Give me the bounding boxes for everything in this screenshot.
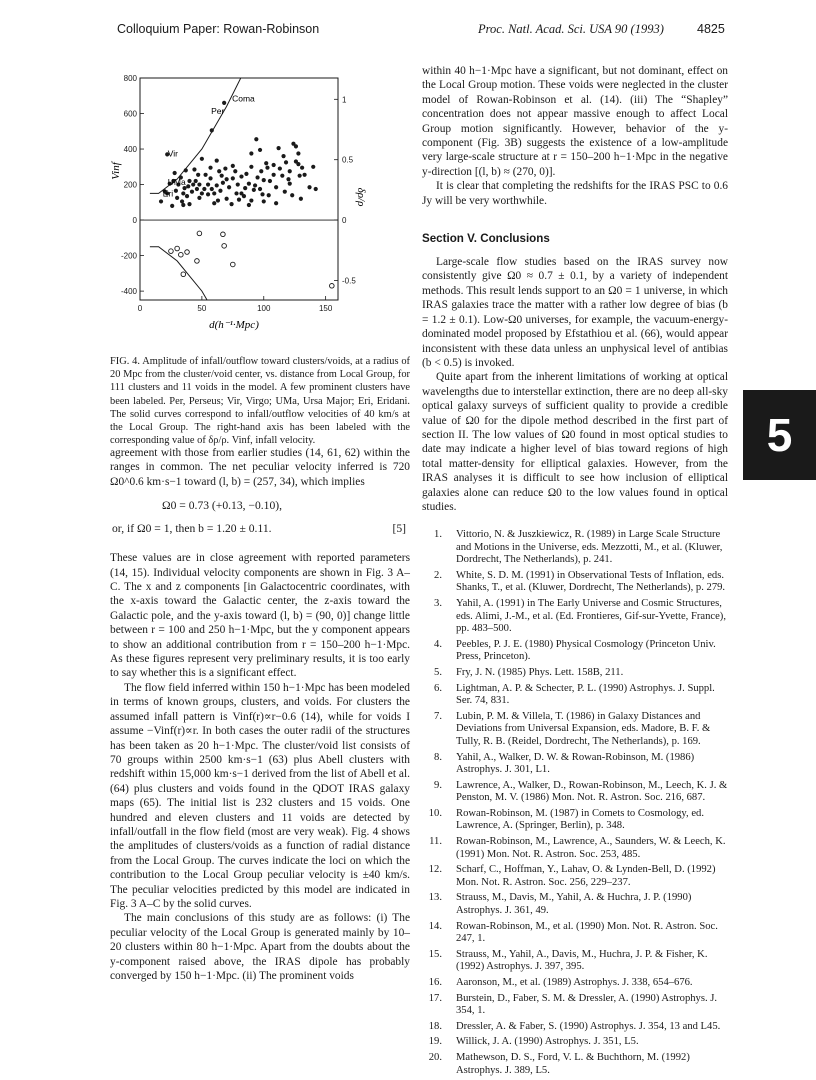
- y-tick-label: 400: [123, 145, 137, 155]
- cluster-point: [234, 191, 238, 195]
- cluster-annotation: Eri: [162, 188, 174, 199]
- cluster-point: [237, 198, 241, 202]
- page-number: 4825: [697, 22, 725, 36]
- cluster-point: [274, 201, 278, 205]
- cluster-point: [278, 166, 282, 170]
- cluster-point: [267, 193, 271, 197]
- right-column-text: [422, 64, 728, 514]
- equation-bias: or, if Ω0 = 1, then b = 1.20 ± 0.11.: [112, 522, 272, 536]
- cluster-point: [229, 202, 233, 206]
- cluster-point: [311, 165, 315, 169]
- void-point: [222, 244, 227, 249]
- cluster-point: [217, 169, 221, 173]
- cluster-point: [274, 185, 278, 189]
- cluster-point: [185, 194, 189, 198]
- y-tick-label: 800: [123, 74, 137, 83]
- y-tick-label: 200: [123, 180, 137, 190]
- reference-number: 2.: [434, 569, 442, 581]
- figure-caption-text: FIG. 4. Amplitude of infall/outflow toward clusters/voids, at a radius of 20 Mpc from the cluster/void center, vs. distance from Local Group, for 111 clusters and 11 voids in the model. A few prominent clusters have been labeled. Per, Perseus; Vir, Virgo; UMa, Ursa Major; Eri, Eridani. The solid curves correspond to infall/outflow velocities of 40 km/s at the Local Group. The right-hand axis has been labeled with the corresponding value of δρ/ρ. Vinf, infall velocity.: [110, 356, 410, 447]
- reference-text: Strauss, M., Davis, M., Yahil, A. & Huchra, J. P. (1990) Astrophys. J. 361, 49.: [456, 892, 692, 917]
- reference-number: 19.: [428, 1036, 442, 1048]
- cluster-point: [249, 198, 253, 202]
- void-point: [175, 246, 180, 251]
- reference-text: Aaronson, M., et al. (1989) Astrophys. J. 338, 654–676.: [456, 977, 693, 988]
- cluster-point: [280, 174, 284, 178]
- reference-item: [422, 683, 728, 708]
- reference-text: Scharf, C., Hoffman, Y., Lahav, O. & Lynden-Bell, D. (1992) Mon. Not. R. Astron. Soc. 256, 229–237.: [456, 864, 716, 888]
- cluster-point: [286, 177, 290, 181]
- cluster-point: [170, 204, 174, 208]
- cluster-point: [231, 164, 235, 168]
- reference-item: [422, 529, 728, 567]
- reference-text: Rowan-Robinson, M. (1987) in Comets to Cosmology, ed. Lawrence, A. (Springer, Berlin), p. 348.: [456, 807, 704, 832]
- cluster-point: [254, 137, 258, 141]
- reference-text: Yahil, A., Walker, D. W. & Rowan-Robinson, M. (1986) Astrophys. J. 301, L1.: [456, 751, 695, 776]
- paragraph-redshifts: It is clear that completing the redshifts for the IRAS PSC to 0.6 Jy will be very worthwhile.: [422, 180, 728, 207]
- cluster-point: [247, 203, 251, 207]
- cluster-point: [294, 159, 298, 163]
- cluster-point: [288, 169, 292, 173]
- reference-text: Yahil, A. (1991) in The Early Universe and Cosmic Structures, eds. Alimi, J.-M., et al. (Ed. Frontieres, Gif-sur-Yvette, France), pp. 483–500.: [456, 597, 726, 635]
- reference-number: 3.: [434, 597, 442, 609]
- cluster-point: [294, 144, 298, 148]
- x-tick-label: 150: [318, 304, 333, 313]
- void-point: [231, 262, 236, 267]
- cluster-annotation: Vir: [167, 148, 178, 159]
- cluster-point: [197, 196, 201, 200]
- reference-number: 8.: [434, 751, 442, 763]
- cluster-point: [175, 196, 179, 200]
- cluster-point: [181, 203, 185, 207]
- section-tab-marker: 5: [743, 390, 816, 480]
- cluster-point: [268, 179, 272, 183]
- cluster-point: [281, 154, 285, 158]
- reference-text: Rowan-Robinson, M., Lawrence, A., Saunders, W. & Leech, K. (1991) Mon. Not. R. Astron. Soc. 253, 485.: [456, 836, 726, 860]
- reference-item: [422, 639, 728, 664]
- section-heading-conclusions: Section V. Conclusions: [422, 232, 550, 246]
- cluster-annotation: Per: [211, 106, 225, 117]
- right-tick-label: 0.5: [342, 155, 354, 165]
- reference-item: [422, 892, 728, 917]
- reference-text: Peebles, P. J. E. (1980) Physical Cosmology (Princeton Univ. Press, Princeton).: [456, 638, 716, 663]
- figure-4-scatter-plot: [110, 62, 410, 350]
- right-tick-label: -0.5: [342, 276, 356, 286]
- y-tick-label: -200: [120, 251, 137, 261]
- reference-number: 1.: [434, 529, 442, 540]
- cluster-point: [296, 151, 300, 155]
- cluster-point: [243, 186, 247, 190]
- right-tick-label: 0: [342, 216, 347, 226]
- cluster-point: [252, 188, 256, 192]
- cluster-point: [200, 157, 204, 161]
- left-column-text: [110, 446, 410, 983]
- reference-item: [422, 570, 728, 595]
- reference-item: [422, 993, 728, 1018]
- running-header-left: Colloquium Paper: Rowan-Robinson: [117, 22, 320, 36]
- cluster-point: [300, 166, 304, 170]
- cluster-point: [212, 191, 216, 195]
- cluster-point: [210, 187, 214, 191]
- x-tick-label: 100: [257, 304, 271, 313]
- cluster-point: [192, 167, 196, 171]
- void-point: [181, 272, 186, 277]
- reference-text: Lightman, A. P. & Schecter, P. L. (1990) Astrophys. J. Suppl. Ser. 74, 831.: [456, 682, 715, 707]
- cluster-point: [302, 173, 306, 177]
- reference-text: Mathewson, D. S., Ford, V. L. & Buchthorn, M. (1992) Astrophys. J. 389, L5.: [456, 1051, 690, 1076]
- running-header-journal: Proc. Natl. Acad. Sci. USA 90 (1993): [478, 22, 664, 36]
- cluster-point: [260, 192, 264, 196]
- cluster-point: [216, 198, 220, 202]
- right-axis-label: δρ/ρ: [355, 187, 367, 207]
- cluster-point: [196, 173, 200, 177]
- paragraph-agreement: agreement with those from earlier studies (14, 61, 62) within the ranges in common. The net peculiar velocity inferred is 720 Ω0^0.6 km·s−1 toward (l, b) = (257, 34), which implies: [110, 447, 410, 488]
- reference-text: Fry, J. N. (1985) Phys. Lett. 158B, 211.: [456, 666, 624, 678]
- paragraph-optical: Quite apart from the inherent limitations of working at optical wavelengths due to interstellar extinction, there are no deep all-sky optical galaxy surveys of sufficient quality to provide a credible value of Ω0 for the dipole method described in the first part of section II. The low values of Ω0 found in most optical studies to date may indicate a higher level of bias toward regions of high total matter-density for elliptical galaxies. However, from the IRAS analyses it is difficult to see how inclusion of elliptical galaxies alone can reduce Ω0 to the low values found in optical studies.: [422, 371, 728, 513]
- cluster-point: [299, 197, 303, 201]
- y-tick-label: 600: [123, 109, 137, 119]
- reference-number: 13.: [428, 892, 442, 904]
- void-point: [169, 249, 174, 254]
- cluster-point: [288, 182, 292, 186]
- cluster-point: [187, 179, 191, 183]
- void-point: [179, 252, 184, 257]
- cluster-point: [212, 201, 216, 205]
- cluster-point: [208, 176, 212, 180]
- reference-text: Lubin, P. M. & Villela, T. (1986) in Galaxy Distances and Deviations from Universal Expansion, eds. Madore, B. F. & Tully, R. B. (Reidel, Dordrecht, The Netherlands), p. 169.: [456, 710, 711, 747]
- reference-number: 18.: [428, 1020, 442, 1032]
- paragraph-parameters: These values are in close agreement with reported parameters (14, 15). Individual velocity components are shown in Fig. 3 A–C. The x and z components [in Galactocentric coordinates, with the x-axis toward the Galactic center, the z-axis toward the Galactic pole, and the y-axis toward (l, b) = (90, 0)] change little between r = 100 and 250 h−1·Mpc, but the y component appears to show an additional contribution from r = 150–200 h−1·Mpc. As these figures represent very preliminary results, it is too early to say whether this is a significant effect.: [110, 552, 410, 680]
- reference-text: Willick, J. A. (1990) Astrophys. J. 351, L5.: [456, 1036, 639, 1048]
- reference-text: Lawrence, A., Walker, D., Rowan-Robinson, M., Leech, K. J. & Penston, M. V. (1986) Mon. Not. R. Astron. Soc. 216, 687.: [456, 779, 728, 804]
- reference-item: [422, 836, 728, 861]
- reference-text: Dressler, A. & Faber, S. (1990) Astrophys. J. 354, 13 and L45.: [456, 1020, 721, 1032]
- cluster-point: [242, 194, 246, 198]
- reference-number: 14.: [428, 920, 442, 932]
- cluster-point: [220, 174, 224, 178]
- equation-omega: Ω0 = 0.73 (+0.13, −0.10),: [162, 499, 283, 513]
- void-point: [185, 250, 190, 255]
- cluster-point: [258, 148, 262, 152]
- reference-text: Rowan-Robinson, M., et al. (1990) Mon. Not. R. Astron. Soc. 247, 1.: [456, 920, 718, 945]
- cluster-point: [231, 176, 235, 180]
- void-point: [330, 283, 335, 288]
- reference-number: 20.: [428, 1051, 442, 1063]
- cluster-point: [227, 185, 231, 189]
- cluster-point: [258, 187, 262, 191]
- cluster-point: [264, 161, 268, 165]
- reference-number: 9.: [434, 779, 442, 791]
- cluster-point: [314, 187, 318, 191]
- cluster-point: [225, 197, 229, 201]
- cluster-point: [223, 166, 227, 170]
- cluster-point: [272, 163, 276, 167]
- reference-item: [422, 864, 728, 889]
- cluster-point: [190, 190, 194, 194]
- cluster-point: [307, 185, 311, 189]
- reference-text: Burstein, D., Faber, S. M. & Dressler, A. (1990) Astrophys. J. 354, 1.: [456, 992, 718, 1017]
- reference-number: 16.: [428, 977, 442, 988]
- reference-text: White, S. D. M. (1991) in Observational Tests of Inflation, eds. Shanks, T., et al. (Kluwer, Dordrecht, The Netherlands), p. 279.: [456, 569, 726, 594]
- y-tick-label: 0: [132, 216, 137, 226]
- reference-item: [422, 1021, 728, 1034]
- reference-text: Vittorio, N. & Juszkiewicz, R. (1989) in Large Scale Structure and Motions in the Universe, eds. Mezzotti, M., et al. (Kluwer, Dordrecht, The Netherlands), p. 241.: [456, 529, 723, 566]
- cluster-point: [283, 190, 287, 194]
- cluster-point: [277, 146, 281, 150]
- cluster-point: [208, 166, 212, 170]
- cluster-point: [173, 171, 177, 175]
- cluster-point: [218, 189, 222, 193]
- cluster-point: [215, 183, 219, 187]
- equation-number: [5]: [392, 522, 406, 536]
- cluster-point: [221, 181, 225, 185]
- cluster-point: [265, 166, 269, 170]
- reference-item: [422, 598, 728, 636]
- cluster-point: [253, 183, 257, 187]
- cluster-annotation: UMa: [167, 177, 186, 188]
- cluster-point: [184, 168, 188, 172]
- cluster-point: [225, 177, 229, 181]
- cluster-point: [236, 182, 240, 186]
- cluster-point: [195, 187, 199, 191]
- figure-caption: [110, 355, 410, 447]
- reference-number: 17.: [428, 992, 442, 1004]
- reference-item: [422, 1052, 728, 1077]
- reference-item: [422, 752, 728, 777]
- cluster-point: [174, 189, 178, 193]
- cluster-point: [210, 128, 214, 132]
- cluster-point: [200, 191, 204, 195]
- void-point: [197, 231, 202, 236]
- cluster-annotation: Coma: [232, 93, 255, 104]
- cluster-point: [191, 182, 195, 186]
- x-tick-label: 0: [137, 304, 143, 313]
- void-point: [221, 232, 226, 237]
- paragraph-flow-field: The flow field inferred within 150 h−1·Mpc has been modeled in terms of known groups, clusters, and voids. For clusters the assumed infall pattern is Vinf(r)∝r−0.6 (14), while for voids I assume −Vinf(r)∝r. In both cases the outer radii of the structures has been taken as 20 h−1·Mpc. The cluster/void list consists of 70 groups within 2500 km·s−1 (63) plus Abell clusters with redshift within 15,000 km·s−1 derived from the list of Abell et al. (64) plus clusters and voids found in the QDOT IRAS galaxy maps (65). The initial list is 232 clusters and 15 voids. One hundred and eleven clusters and 11 voids are detected by infall/outfall in the flow field (most are very weak). Fig. 4 shows the amplitudes of clusters/voids as a function of radial distance from the Local Group. The curves indicate the loci on which the contribution to the Local Group peculiar velocity is ±40 km/s. The peculiar velocities predicted by this model are indicated in Fig. 3 A–C by the solid curves.: [110, 681, 410, 910]
- equation-5: [110, 493, 410, 545]
- cluster-point: [159, 199, 163, 203]
- reference-text: Strauss, M., Yahil, A., Davis, M., Huchra, J. P. & Fisher, K. (1992) Astrophys. J. 397, 395.: [456, 948, 708, 973]
- paragraph-voids: within 40 h−1·Mpc have a significant, but not dominant, effect on the Local Group motion. These voids were neglected in the cluster model of Rowan-Robinson et al. (14). (iii) The “Shapley” concentration does not appear massive enough to affect Local Group motion significantly. However, behavior of the y-component (Fig. 3B) suggests the existence of a low-amplitude very large-scale structure at r = 150–200 h−1·Mpc in the negative y-direction [(l, b) ≈ (270, 0)].: [422, 65, 728, 178]
- cluster-point: [262, 178, 266, 182]
- cluster-point: [187, 202, 191, 206]
- x-axis-label: d(h⁻¹·Mpc): [209, 319, 259, 331]
- reference-item: [422, 921, 728, 946]
- cluster-point: [206, 192, 210, 196]
- cluster-point: [249, 151, 253, 155]
- cluster-point: [222, 101, 226, 105]
- reference-item: [422, 1036, 728, 1049]
- reference-item: [422, 949, 728, 974]
- reference-number: 12.: [428, 864, 442, 876]
- paragraph-main-conclusions: The main conclusions of this study are as follows: (i) The peculiar velocity of the Local Group is generated mainly by 10–20 clusters within 80 h−1·Mpc. Apart from the doubts about the y-component raised above, the IRAS dipole has probably converged by 150 h−1·Mpc. (ii) The prominent voids: [110, 912, 410, 982]
- right-tick-label: 1: [342, 95, 347, 105]
- cluster-point: [247, 182, 251, 186]
- reference-list: [422, 529, 728, 1080]
- reference-number: 6.: [434, 682, 442, 694]
- reference-item: [422, 667, 728, 680]
- reference-item: [422, 780, 728, 805]
- cluster-point: [284, 160, 288, 164]
- reference-number: 10.: [428, 807, 442, 819]
- cluster-point: [262, 199, 266, 203]
- cluster-point: [194, 179, 198, 183]
- paragraph-conclusions: Large-scale flow studies based on the IRAS survey now consistently give Ω0 ≈ 0.7 ± 0.1, by a variety of independent methods. This result lends support to an Ω0 = 1 universe, in which IRAS galaxies trace the matter with a rather low degree of bias (b = 1.2 ± 0.1). Low-Ω0 universes, for example, the vacuum-energy-dominated model proposed by Efstathiou et al. (66), would appear inconsistent with these data unless an unphysical level of antibias (b < 0.5) is invoked.: [422, 256, 728, 369]
- cluster-point: [259, 169, 263, 173]
- cluster-point: [249, 165, 253, 169]
- reference-number: 7.: [434, 710, 442, 722]
- cluster-point: [272, 173, 276, 177]
- void-point: [195, 259, 200, 264]
- cluster-point: [290, 193, 294, 197]
- cluster-point: [255, 175, 259, 179]
- cluster-point: [197, 182, 201, 186]
- y-axis-label: Vinf: [110, 162, 122, 180]
- cluster-point: [239, 174, 243, 178]
- x-tick-label: 50: [197, 304, 207, 313]
- cluster-point: [206, 182, 210, 186]
- reference-number: 5.: [434, 666, 442, 678]
- cluster-point: [215, 158, 219, 162]
- reference-item: [422, 711, 728, 749]
- cluster-point: [203, 173, 207, 177]
- reference-item: [422, 808, 728, 833]
- cluster-point: [244, 172, 248, 176]
- cluster-point: [202, 187, 206, 191]
- y-tick-label: -400: [120, 287, 137, 297]
- reference-number: 11.: [429, 836, 442, 848]
- cluster-point: [186, 184, 190, 188]
- cluster-point: [298, 174, 302, 178]
- reference-number: 4.: [434, 638, 442, 650]
- reference-item: [422, 977, 728, 990]
- reference-number: 15.: [428, 948, 442, 960]
- cluster-point: [181, 191, 185, 195]
- cluster-point: [233, 169, 237, 173]
